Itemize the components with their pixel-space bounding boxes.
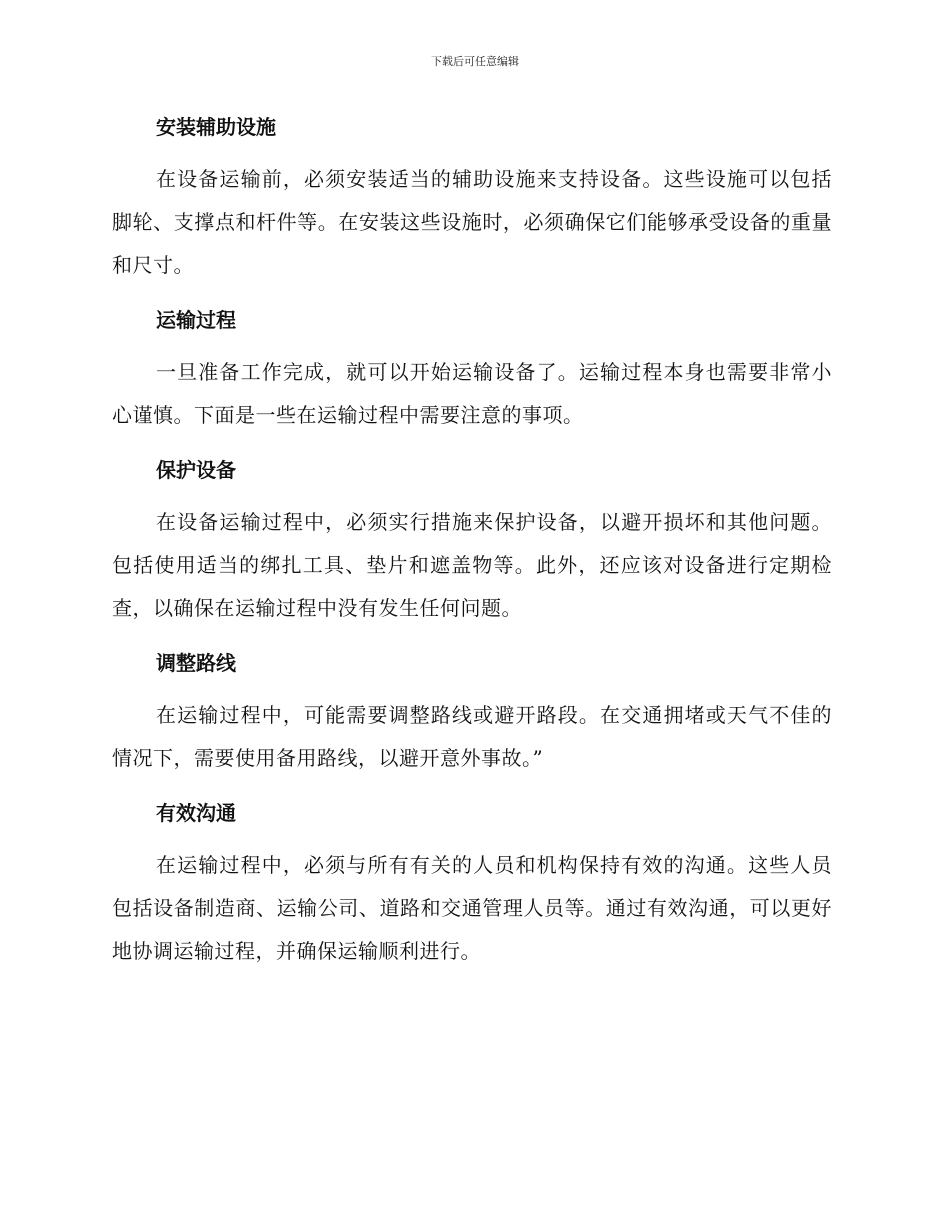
document-body <box>112 108 832 987</box>
section-paragraph: 在运输过程中，必须与所有有关的人员和机构保持有效的沟通。这些人员包括设备制造商、运输公司、道路和交通管理人员等。通过有效沟通，可以更好地协调运输过程，并确保运输顺利进行。 <box>112 853 832 963</box>
page-header: 下载后可任意编辑 <box>431 55 519 68</box>
section-paragraph: 在设备运输过程中，必须实行措施来保护设备，以避开损坏和其他问题。包括使用适当的绑扎工具、垫片和遮盖物等。此外，还应该对设备进行定期检查，以确保在运输过程中没有发生任何问题。 <box>112 510 832 620</box>
section-paragraph: 一旦准备工作完成，就可以开始运输设备了。运输过程本身也需要非常小心谨慎。下面是一些在运输过程中需要注意的事项。 <box>112 360 832 427</box>
section-heading: 调整路线 <box>156 651 236 675</box>
section-heading: 安装辅助设施 <box>156 115 276 139</box>
section-heading: 保护设备 <box>156 458 236 482</box>
section-heading: 有效沟通 <box>156 801 236 825</box>
section-heading: 运输过程 <box>156 308 236 332</box>
section-paragraph: 在设备运输前，必须安装适当的辅助设施来支持设备。这些设施可以包括脚轮、支撑点和杆件等。在安装这些设施时，必须确保它们能够承受设备的重量和尺寸。 <box>112 167 832 277</box>
section-paragraph: 在运输过程中，可能需要调整路线或避开路段。在交通拥堵或天气不佳的情况下，需要使用备用路线，以避开意外事故。” <box>112 703 832 770</box>
